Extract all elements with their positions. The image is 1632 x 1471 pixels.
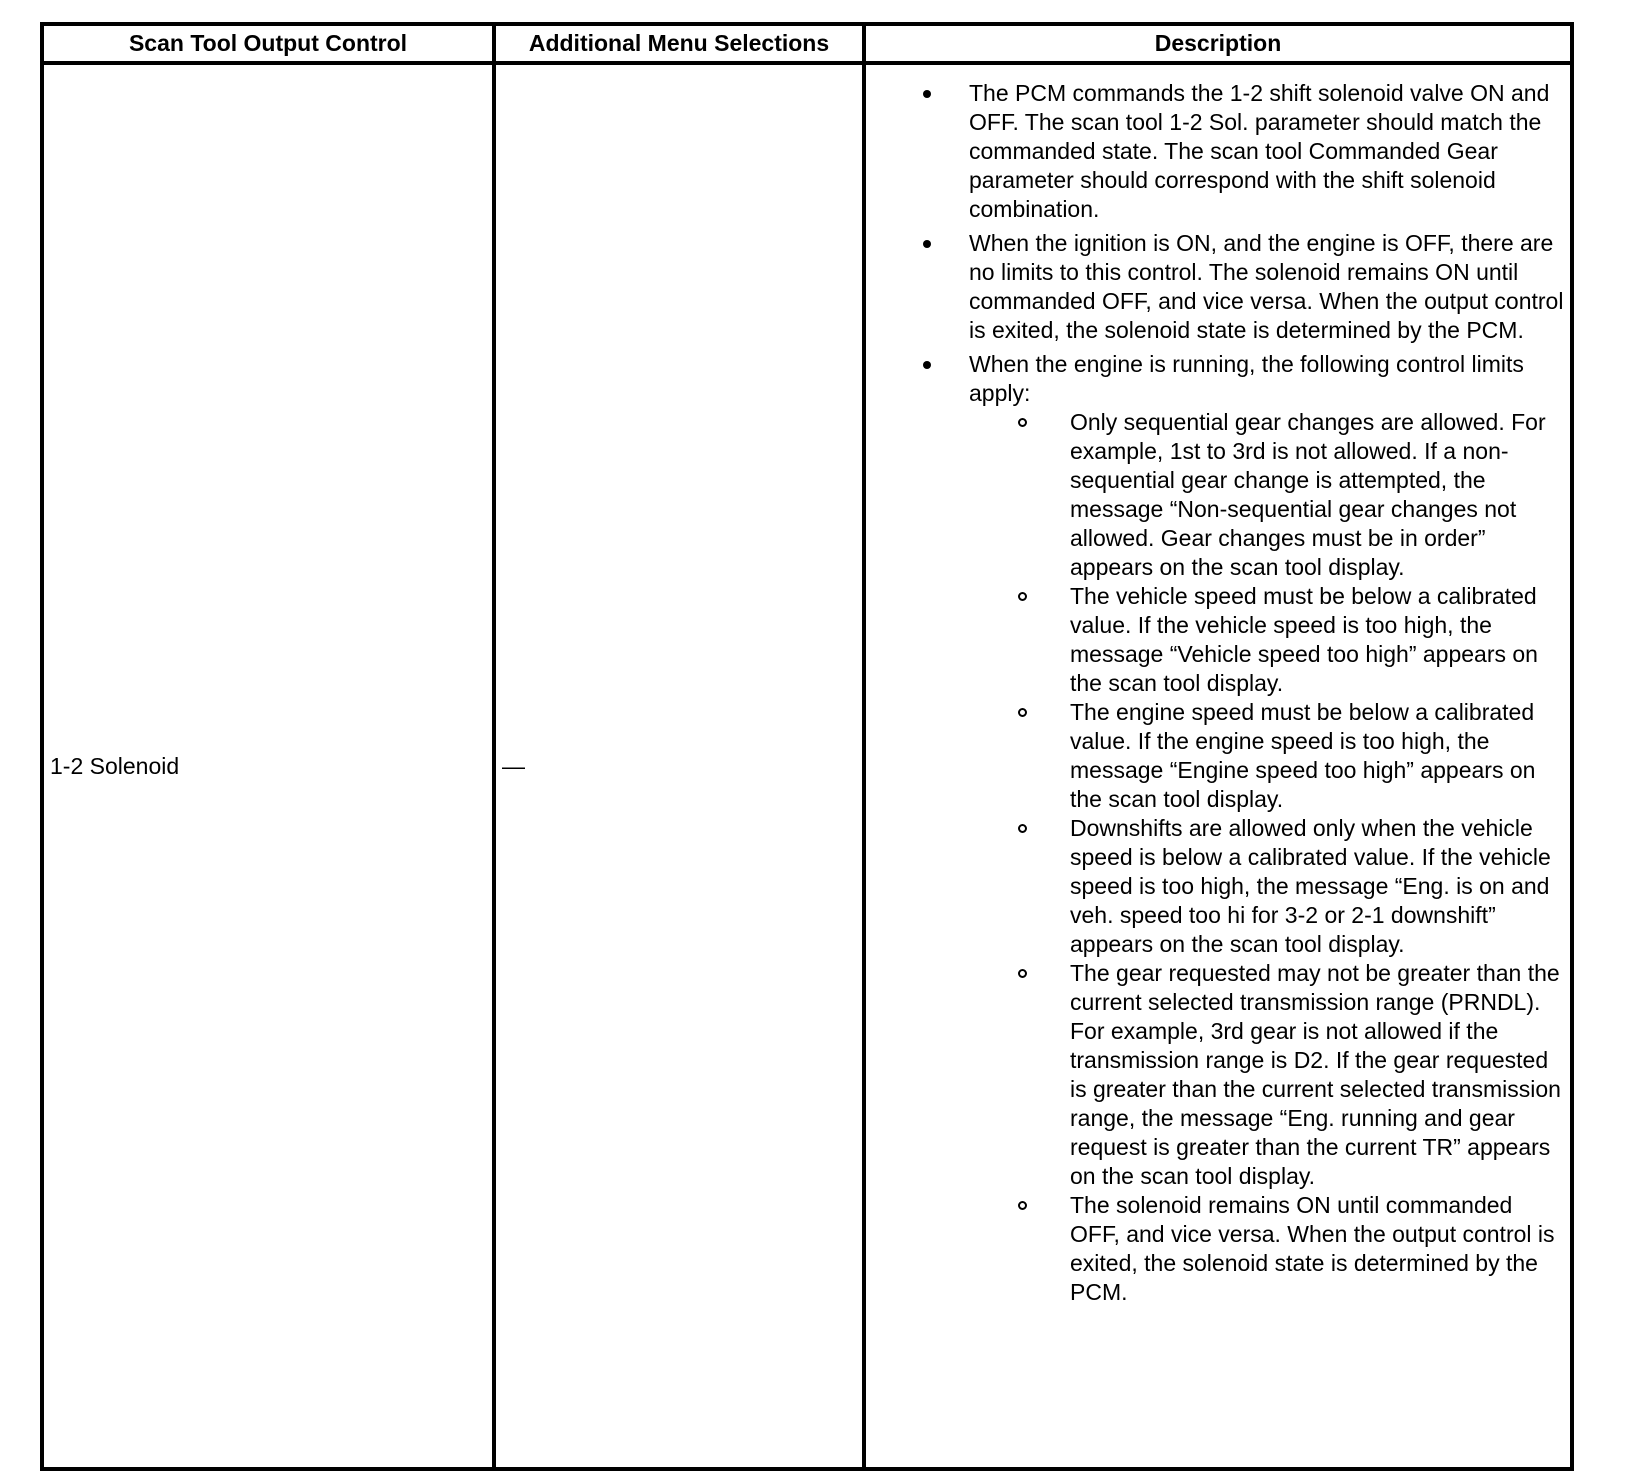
bullet-item-text: When the engine is running, the following control limits apply: bbox=[969, 351, 1524, 406]
sub-item: The vehicle speed must be below a calibrated value. If the vehicle speed is too high, the message “Vehicle speed too high” appears on the scan tool display. bbox=[969, 582, 1566, 698]
sub-item: The engine speed must be below a calibrated value. If the engine speed is too high, the message “Engine speed too high” appears on the scan tool display. bbox=[969, 698, 1566, 814]
bullet-item: The PCM commands the 1-2 shift solenoid valve ON and OFF. The scan tool 1-2 Sol. parameter should match the commanded state. The scan tool Commanded Gear parameter should correspond with the shift solenoid combination. bbox=[866, 79, 1566, 224]
sub-item: The solenoid remains ON until commanded OFF, and vice versa. When the output control is exited, the solenoid state is determined by the PCM. bbox=[969, 1191, 1566, 1307]
control-limits-sublist bbox=[969, 408, 1566, 1307]
output-control-table bbox=[40, 22, 1574, 1471]
bullet-item: When the ignition is ON, and the engine is OFF, there are no limits to this control. The solenoid remains ON until commanded OFF, and vice versa. When the output control is exited, the solenoid state is determined by the PCM. bbox=[866, 229, 1566, 345]
header-description: Description bbox=[864, 24, 1572, 63]
sub-item: The gear requested may not be greater than the current selected transmission range (PRNDL). For example, 3rd gear is not allowed if the transmission range is D2. If the gear requested is greater than the current selected transmission range, the message “Eng. running and gear request is greater than the current TR” appears on the scan tool display. bbox=[969, 959, 1566, 1191]
table-row bbox=[42, 63, 1572, 1469]
header-menu-selections: Additional Menu Selections bbox=[494, 24, 864, 63]
sub-item: Downshifts are allowed only when the vehicle speed is below a calibrated value. If the vehicle speed is too high, the message “Eng. is on and veh. speed too hi for 3-2 or 2-1 downshift” appears on the scan tool display. bbox=[969, 814, 1566, 959]
cell-output-control: 1-2 Solenoid bbox=[42, 63, 494, 1469]
header-output-control: Scan Tool Output Control bbox=[42, 24, 494, 63]
bullet-item-with-sublist bbox=[866, 350, 1566, 1307]
description-bullet-list bbox=[866, 79, 1566, 1307]
cell-menu-selections: — bbox=[494, 63, 864, 1469]
table-header-row bbox=[42, 24, 1572, 63]
sub-item: Only sequential gear changes are allowed. For example, 1st to 3rd is not allowed. If a non-sequential gear change is attempted, the message “Non-sequential gear changes not allowed. Gear changes must be in order” appears on the scan tool display. bbox=[969, 408, 1566, 582]
cell-description bbox=[864, 63, 1572, 1469]
